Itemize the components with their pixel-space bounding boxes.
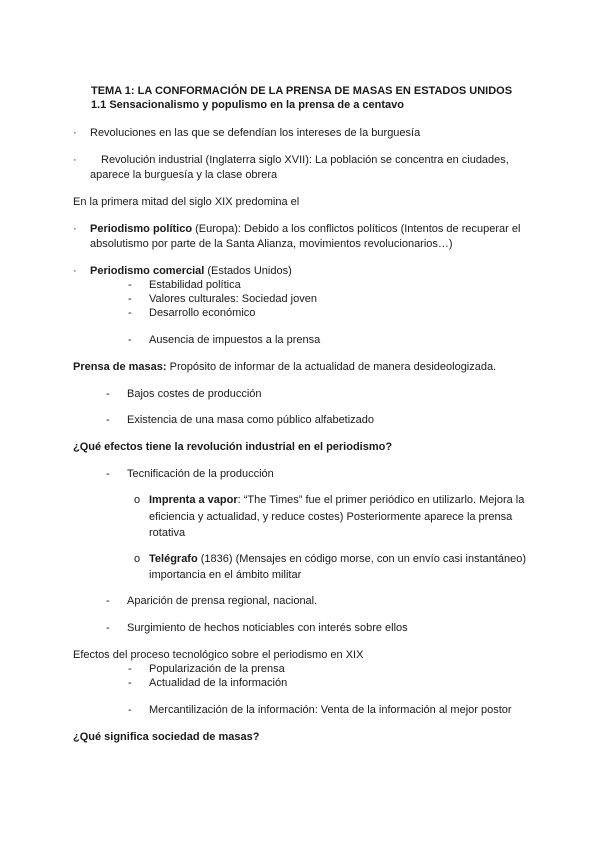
list-item: Aparición de prensa regional, nacional. xyxy=(127,595,318,607)
list-item: Popularización de la prensa xyxy=(149,663,285,675)
bullet-dash: - xyxy=(106,595,110,607)
list-item: Valores culturales: Sociedad joven xyxy=(149,293,317,305)
commercial-rest: (Estados Unidos) xyxy=(204,265,292,277)
telegraph-line-2: importancia en el ámbito militar xyxy=(149,569,302,581)
political-line-2: absolutismo por parte de la Santa Alianza, movimientos revolucionarios…) xyxy=(90,238,453,250)
telegraph-rest: (1836) (Mensajes en código morse, con un envío casi instantáneo) xyxy=(197,553,527,565)
list-item: Actualidad de la información xyxy=(149,677,288,689)
bullet-circle: o xyxy=(134,494,141,506)
bullet-circle: o xyxy=(134,553,141,565)
paragraph: En la primera mitad del siglo XIX predomina el xyxy=(73,196,300,208)
political-line xyxy=(90,222,520,236)
bullet-dot: · xyxy=(73,265,77,277)
intro-item-cont: aparece la burguesía y la clase obrera xyxy=(90,169,278,181)
commercial-line xyxy=(90,264,292,278)
steam-press-term: Imprenta a vapor xyxy=(149,494,238,506)
list-item: Ausencia de impuestos a la prensa xyxy=(149,334,321,346)
list-item: Surgimiento de hechos noticiables con interés sobre ellos xyxy=(127,622,408,634)
bullet-dash: - xyxy=(106,414,110,426)
steam-press-line-3: rotativa xyxy=(149,527,186,539)
bullet-dot: · xyxy=(73,154,77,166)
mass-press-line xyxy=(73,360,496,374)
political-rest: (Europa): Debido a los conflictos políticos (Intentos de recuperar el xyxy=(192,223,521,235)
steam-press-line-2: eficiencia y actualidad, y reduce costes) Posteriormente aparece la prensa xyxy=(149,511,513,523)
bullet-dash: - xyxy=(106,622,110,634)
telegraph-term: Telégrafo xyxy=(149,553,198,565)
bullet-dash: - xyxy=(128,293,132,305)
commercial-term: Periodismo comercial xyxy=(90,265,205,277)
section-subtitle: 1.1 Sensacionalismo y populismo en la prensa de a centavo xyxy=(91,99,405,111)
bullet-dash: - xyxy=(128,677,132,689)
list-item: Existencia de una masa como público alfabetizado xyxy=(127,414,375,426)
intro-item: Revolución industrial (Inglaterra siglo XVII): La población se concentra en ciudades, xyxy=(101,154,509,166)
steam-press-line xyxy=(149,493,524,507)
list-item: Tecnificación de la producción xyxy=(127,468,274,480)
telegraph-line xyxy=(149,552,526,566)
steam-press-rest: : “The Times” fue el primer periódico en utilizarlo. Mejora la xyxy=(237,494,525,506)
list-item: Desarrollo económico xyxy=(149,307,256,319)
bullet-dash: - xyxy=(106,388,110,400)
document-title: TEMA 1: LA CONFORMACIÓN DE LA PRENSA DE MASAS EN ESTADOS UNIDOS xyxy=(91,85,513,97)
bullet-dash: - xyxy=(128,663,132,675)
political-term: Periodismo político xyxy=(90,223,193,235)
intro-item: Revoluciones en las que se defendían los intereses de la burguesía xyxy=(90,127,421,139)
bullet-dash: - xyxy=(106,468,110,480)
paragraph: Efectos del proceso tecnológico sobre el periodismo en XIX xyxy=(73,649,364,661)
mass-press-term: Prensa de masas: xyxy=(73,361,167,373)
bullet-dash: - xyxy=(128,334,132,346)
bullet-dash: - xyxy=(128,704,132,716)
bullet-dot: · xyxy=(73,223,77,235)
list-item: Estabilidad política xyxy=(149,279,241,291)
mass-press-rest: Propósito de informar de la actualidad de manera desideologizada. xyxy=(166,361,497,373)
bullet-dash: - xyxy=(128,279,132,291)
list-item: Mercantilización de la información: Venta de la información al mejor postor xyxy=(149,704,512,716)
question-heading: ¿Qué efectos tiene la revolución industrial en el periodismo? xyxy=(73,441,393,453)
bullet-dash: - xyxy=(128,307,132,319)
question-heading: ¿Qué significa sociedad de masas? xyxy=(73,731,260,743)
bullet-dot: · xyxy=(73,127,77,139)
list-item: Bajos costes de producción xyxy=(127,388,262,400)
